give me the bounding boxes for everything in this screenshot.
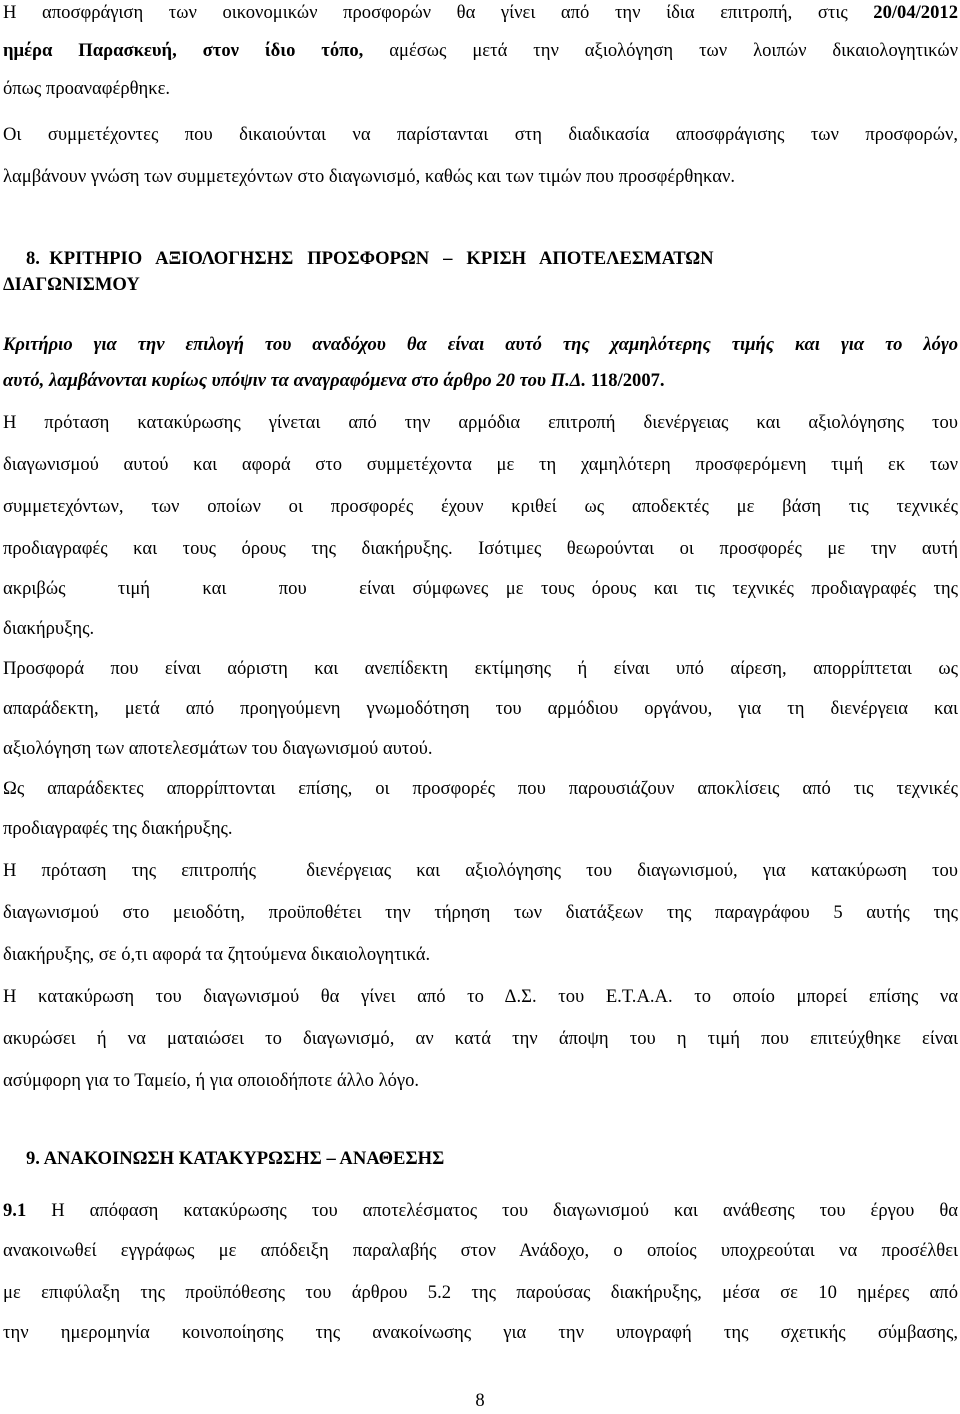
paragraph-participants-line-2: λαμβάνουν γνώση των συμμετεχόντων στο διαγωνισμό, καθώς και των τιμών που προσφέρθηκαν. — [3, 166, 736, 187]
section-9-1-line-2: ανακοινωθεί εγγράφως με απόδειξη παραλαβής στον Ανάδοχο, ο οποίος υποχρεούται να προσέλθει — [3, 1240, 958, 1261]
paragraph-opening-line-2 — [3, 40, 958, 62]
final-line-1: Η κατακύρωση του διαγωνισμού θα γίνει από το Δ.Σ. του Ε.Τ.Α.Α. το οποίο μπορεί επίσης να — [3, 986, 958, 1007]
criterion-line-1: Κριτήριο για την επιλογή του αναδόχου θα είναι αυτό της χαμηλότερης τιμής και για το λόγο — [3, 334, 958, 355]
committee-line-3: διακήρυξης, σε ό,τι αφορά τα ζητούμενα δικαιολογητικά. — [3, 944, 431, 965]
final-line-3: ασύμφορη για το Ταμείο, ή για οποιοδήποτε άλλο λόγο. — [3, 1070, 420, 1091]
paragraph-opening-line-1 — [3, 2, 958, 24]
award-line-3: συμμετεχόντων, των οποίων οι προσφορές έχουν κριθεί ως αποδεκτές με βάση τις τεχνικές — [3, 496, 958, 517]
reject-line-1: Προσφορά που είναι αόριστη και ανεπίδεκτη εκτίμησης ή είναι υπό αίρεση, απορρίπτεται ως — [3, 658, 958, 679]
inadmissible-line-1: Ως απαράδεκτες απορρίπτονται επίσης, οι προσφορές που παρουσιάζουν αποκλίσεις από τις τεχνικές — [3, 778, 958, 799]
text-span: Η απόφαση κατακύρωσης του αποτελέσματος του διαγωνισμού και ανάθεσης του έργου θα — [26, 1200, 958, 1221]
award-line-1: Η πρόταση κατακύρωσης γίνεται από την αρμόδια επιτροπή διενέργειας και αξιολόγησης του — [3, 412, 958, 433]
section-9-heading: 9. ΑΝΑΚΟΙΝΩΣΗ ΚΑΤΑΚΥΡΩΣΗΣ – ΑΝΑΘΕΣΗΣ — [26, 1148, 445, 1169]
text-span: Η αποσφράγιση των οικονομικών προσφορών θα γίνει από την ίδια επιτροπή, στις — [3, 2, 874, 23]
section-8-heading-continued: ΔΙΑΓΩΝΙΣΜΟΥ — [3, 274, 140, 295]
reject-line-2: απαράδεκτη, μετά από προηγούμενη γνωμοδότηση του αρμόδιου οργάνου, για τη διενέργεια και — [3, 698, 958, 719]
committee-line-2: διαγωνισμού στο μειοδότη, προϋποθέτει την τήρηση των διατάξεων της παραγράφου 5 αυτής της — [3, 902, 958, 923]
section-8-heading: 8. ΚΡΙΤΗΡΙΟ ΑΞΙΟΛΟΓΗΣΗΣ ΠΡΟΣΦΟΡΩΝ – ΚΡΙΣΗ ΑΠΟΤΕΛΕΣΜΑΤΩΝ — [26, 248, 714, 269]
committee-line-1: Η πρόταση της επιτροπής διενέργειας και αξιολόγησης του διαγωνισμού, για κατακύρωση του — [3, 860, 958, 881]
award-line-5: ακριβώς τιμή και που είναι σύμφωνες με τους όρους και τις τεχνικές προδιαγραφές της — [3, 578, 958, 599]
section-9-1-line-1 — [3, 1200, 958, 1222]
paragraph-participants-line-1: Οι συμμετέχοντες που δικαιούνται να παρίστανται στη διαδικασία αποσφράγισης των προσφορών, — [3, 124, 958, 145]
criterion-line-2 — [3, 370, 958, 392]
final-line-2: ακυρώσει ή να ματαιώσει το διαγωνισμό, αν κατά την άποψη του η τιμή που επιτεύχθηκε είναι — [3, 1028, 958, 1049]
subsection-number: 9.1 — [3, 1200, 27, 1221]
text-span: αμέσως μετά την αξιολόγηση των λοιπών δικαιολογητικών — [363, 40, 959, 61]
inadmissible-line-2: προδιαγραφές της διακήρυξης. — [3, 818, 233, 839]
paragraph-opening-line-3: όπως προαναφέρθηκε. — [3, 78, 171, 99]
section-9-1-line-3: με επιφύλαξη της προϋπόθεσης του άρθρου 5.2 της παρούσας διακήρυξης, μέσα σε 10 ημέρες από — [3, 1282, 958, 1303]
section-9-1-line-4: την ημερομηνία κοινοποίησης της ανακοίνωσης για την υπογραφή της σχετικής σύμβασης, — [3, 1322, 958, 1343]
page-number: 8 — [475, 1390, 485, 1411]
award-line-6: διακήρυξης. — [3, 618, 95, 639]
reject-line-3: αξιολόγηση των αποτελεσμάτων του διαγωνισμού αυτού. — [3, 738, 433, 759]
criterion-text: αυτό, λαμβάνονται κυρίως υπόψιν τα αναγραφόμενα στο άρθρο 20 του Π.Δ. — [3, 370, 587, 391]
award-line-2: διαγωνισμού αυτού και αφορά στο συμμετέχοντα με τη χαμηλότερη προσφερόμενη τιμή εκ των — [3, 454, 958, 475]
award-line-4: προδιαγραφές και τους όρους της διακήρυξης. Ισότιμες θεωρούνται οι προσφορές με την αυτή — [3, 538, 958, 559]
decree-number: 118/2007. — [586, 370, 665, 391]
date-text: 20/04/2012 — [873, 2, 958, 23]
day-place-text: ημέρα Παρασκευή, στον ίδιο τόπο, — [3, 40, 364, 61]
